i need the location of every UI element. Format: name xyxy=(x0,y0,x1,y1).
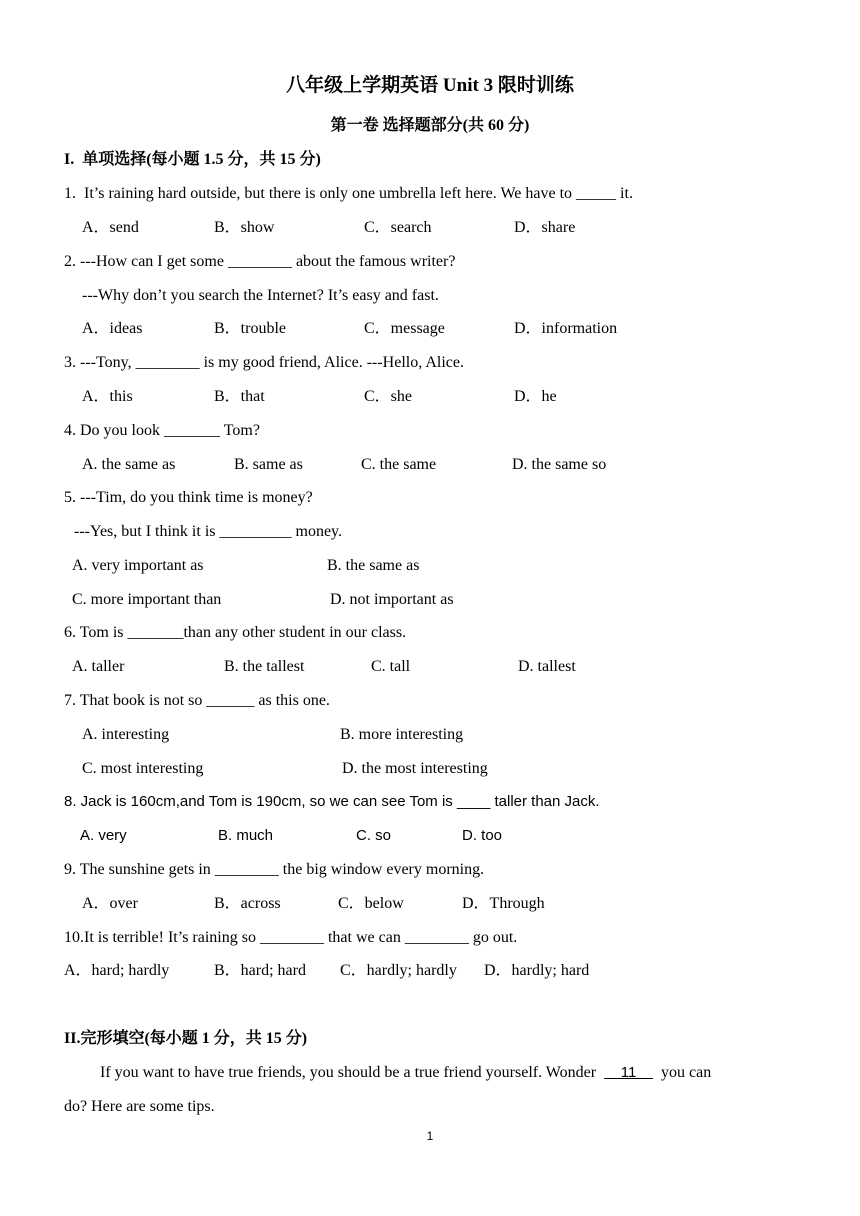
question-9-stem: 9. The sunshine gets in ________ the big window every morning. xyxy=(64,861,485,878)
q2-option-a: A．ideas xyxy=(82,320,143,337)
cloze-blank-11: 11 xyxy=(604,1064,653,1081)
question-2-stem: 2. ---How can I get some ________ about the famous writer? xyxy=(64,253,456,270)
q9-option-a: A．over xyxy=(82,895,138,912)
q5-option-b: B. the same as xyxy=(327,557,420,574)
q2-option-c: C．message xyxy=(364,320,445,337)
q10-option-c: C．hardly; hardly xyxy=(340,962,457,979)
question-3-stem: 3. ---Tony, ________ is my good friend, Alice. ---Hello, Alice. xyxy=(64,354,464,371)
question-7-stem: 7. That book is not so ______ as this one. xyxy=(64,692,330,709)
cloze-text-after-blank: you can xyxy=(660,1064,712,1081)
question-8-stem: 8. Jack is 160cm,and Tom is 190cm, so we can see Tom is ____ taller than Jack. xyxy=(64,793,600,810)
q4-option-d: D. the same so xyxy=(512,456,607,473)
q10-option-b: B．hard; hard xyxy=(214,962,306,979)
q9-option-b: B．across xyxy=(214,895,281,912)
q1-option-d: D．share xyxy=(514,219,576,236)
q4-option-b: B. same as xyxy=(234,456,303,473)
q1-option-c: C．search xyxy=(364,219,432,236)
cloze-text-before-blank: If you want to have true friends, you should be a true friend yourself. Wonder xyxy=(100,1064,597,1081)
part-subtitle: 第一卷 选择题部分(共 60 分) xyxy=(330,117,530,134)
cloze-paragraph-line-2: do? Here are some tips. xyxy=(64,1098,215,1115)
q6-option-b: B. the tallest xyxy=(224,658,305,675)
q5-option-d: D. not important as xyxy=(330,591,454,608)
q2-option-d: D．information xyxy=(514,320,618,337)
q4-option-c: C. the same xyxy=(361,456,437,473)
question-6-stem: 6. Tom is _______than any other student in our class. xyxy=(64,624,407,641)
page-number: 1 xyxy=(426,1129,434,1143)
q1-option-b: B．show xyxy=(214,219,275,236)
q4-option-a: A. the same as xyxy=(82,456,176,473)
section1-heading: I. 单项选择(每小题 1.5 分，共 15 分) xyxy=(64,151,321,168)
section2-heading: II.完形填空(每小题 1 分，共 15 分) xyxy=(64,1030,308,1047)
q6-option-d: D. tallest xyxy=(518,658,576,675)
q9-option-d: D．Through xyxy=(462,895,545,912)
q7-option-c: C. most interesting xyxy=(82,760,204,777)
question-5-stem-reply: ---Yes, but I think it is _________ money. xyxy=(74,523,342,540)
q6-option-a: A. taller xyxy=(72,658,125,675)
cloze-paragraph-line-1 xyxy=(100,1063,711,1083)
q8-option-a: A. very xyxy=(80,827,127,844)
q6-option-c: C. tall xyxy=(371,658,411,675)
question-10-stem: 10.It is terrible! It’s raining so ________ that we can ________ go out. xyxy=(64,929,518,946)
q10-option-d: D．hardly; hard xyxy=(484,962,590,979)
q7-option-a: A. interesting xyxy=(82,726,170,743)
q7-option-d: D. the most interesting xyxy=(342,760,488,777)
q8-option-d: D. too xyxy=(462,827,503,844)
question-5-stem: 5. ---Tim, do you think time is money? xyxy=(64,489,313,506)
q5-option-c: C. more important than xyxy=(72,591,222,608)
q3-option-c: C．she xyxy=(364,388,413,405)
q8-option-c: C. so xyxy=(356,827,392,844)
question-2-stem-reply: ---Why don’t you search the Internet? It’s easy and fast. xyxy=(82,287,439,304)
q9-option-c: C．below xyxy=(338,895,404,912)
q3-option-b: B．that xyxy=(214,388,265,405)
question-1-stem: 1. It’s raining hard outside, but there is only one umbrella left here. We have to _____ it. xyxy=(64,185,633,202)
question-4-stem: 4. Do you look _______ Tom? xyxy=(64,422,260,439)
q8-option-b: B. much xyxy=(218,827,274,844)
q2-option-b: B．trouble xyxy=(214,320,286,337)
q3-option-d: D．he xyxy=(514,388,557,405)
q10-option-a: A．hard; hardly xyxy=(64,962,170,979)
q1-option-a: A．send xyxy=(82,219,139,236)
q7-option-b: B. more interesting xyxy=(340,726,464,743)
q3-option-a: A．this xyxy=(82,388,133,405)
q5-option-a: A. very important as xyxy=(72,557,204,574)
page-title: 八年级上学期英语 Unit 3 限时训练 xyxy=(286,75,574,96)
